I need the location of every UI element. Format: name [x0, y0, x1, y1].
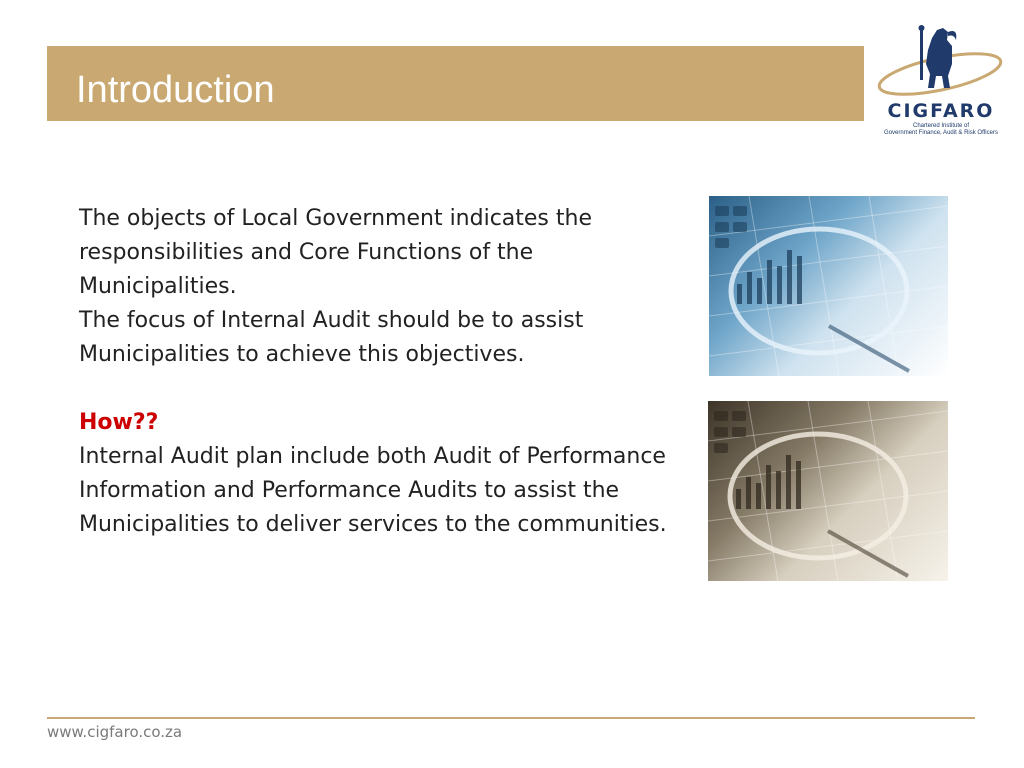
magnifier-financial-chart-image: [709, 196, 948, 376]
financial-chart-image-blue: [709, 196, 948, 376]
logo-name: CIGFARO: [887, 100, 995, 122]
magnifier-financial-chart-image: [708, 401, 948, 581]
body-paragraph: The objects of Local Government indicates the responsibilities and Core Functions of the Municipalities.: [79, 206, 592, 299]
how-paragraph: Internal Audit plan include both Audit of Performance Information and Performance Audits to assist the Municipalities to deliver services to the communities.: [79, 444, 667, 537]
cigfaro-logo: [874, 24, 1008, 140]
lion-emblem-icon: [874, 24, 1008, 104]
financial-chart-image-sepia: [708, 401, 948, 581]
logo-subtitle-line1: Chartered Institute of: [912, 123, 970, 129]
title-bar: [47, 46, 864, 121]
footer-url[interactable]: www.cigfaro.co.za: [47, 723, 183, 741]
footer-divider: [47, 717, 975, 719]
how-heading: How??: [79, 410, 159, 435]
logo-subtitle: [874, 123, 1008, 137]
slide-title: Introduction: [76, 69, 275, 111]
paragraph-spacer: [79, 372, 679, 406]
body-paragraph: The focus of Internal Audit should be to assist Municipalities to achieve this objectives.: [79, 308, 584, 367]
logo-subtitle-line2: Government Finance, Audit & Risk Officers: [884, 130, 998, 136]
slide-body: [79, 202, 679, 542]
